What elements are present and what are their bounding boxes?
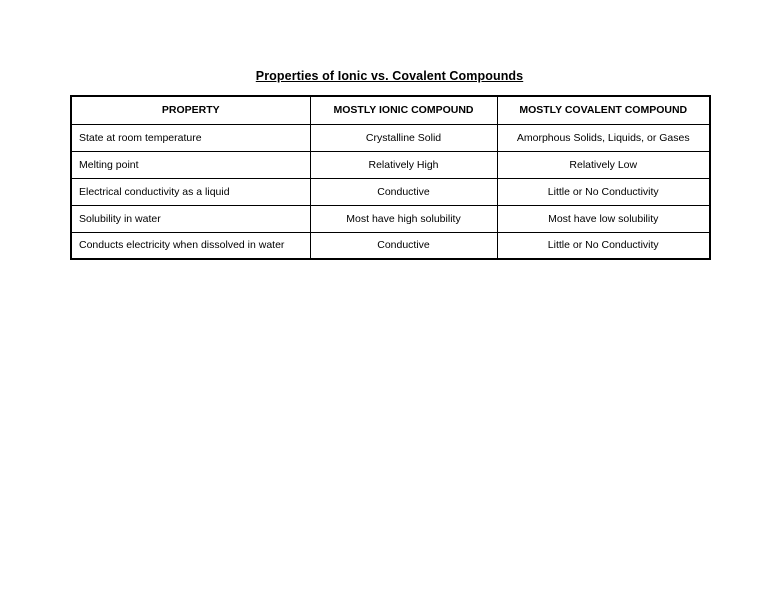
covalent-cell: Little or No Conductivity bbox=[497, 178, 710, 205]
column-header-covalent: MOSTLY COVALENT COMPOUND bbox=[497, 96, 710, 124]
table-row bbox=[71, 151, 710, 178]
properties-table bbox=[70, 95, 711, 260]
document-title: Properties of Ionic vs. Covalent Compounds bbox=[255, 69, 524, 83]
ionic-cell: Relatively High bbox=[310, 151, 497, 178]
ionic-cell: Most have high solubility bbox=[310, 205, 497, 232]
table-header-row bbox=[71, 96, 710, 124]
ionic-cell: Conductive bbox=[310, 178, 497, 205]
ionic-cell: Crystalline Solid bbox=[310, 124, 497, 151]
table-row bbox=[71, 205, 710, 232]
property-cell: State at room temperature bbox=[71, 124, 310, 151]
covalent-cell: Little or No Conductivity bbox=[497, 232, 710, 259]
column-header-property: PROPERTY bbox=[71, 96, 310, 124]
ionic-cell: Conductive bbox=[310, 232, 497, 259]
property-cell: Electrical conductivity as a liquid bbox=[71, 178, 310, 205]
property-cell: Solubility in water bbox=[71, 205, 310, 232]
table-row bbox=[71, 124, 710, 151]
covalent-cell: Relatively Low bbox=[497, 151, 710, 178]
covalent-cell: Most have low solubility bbox=[497, 205, 710, 232]
property-cell: Conducts electricity when dissolved in water bbox=[71, 232, 310, 259]
column-header-ionic: MOSTLY IONIC COMPOUND bbox=[310, 96, 497, 124]
table-row bbox=[71, 232, 710, 259]
covalent-cell: Amorphous Solids, Liquids, or Gases bbox=[497, 124, 710, 151]
property-cell: Melting point bbox=[71, 151, 310, 178]
table-row bbox=[71, 178, 710, 205]
